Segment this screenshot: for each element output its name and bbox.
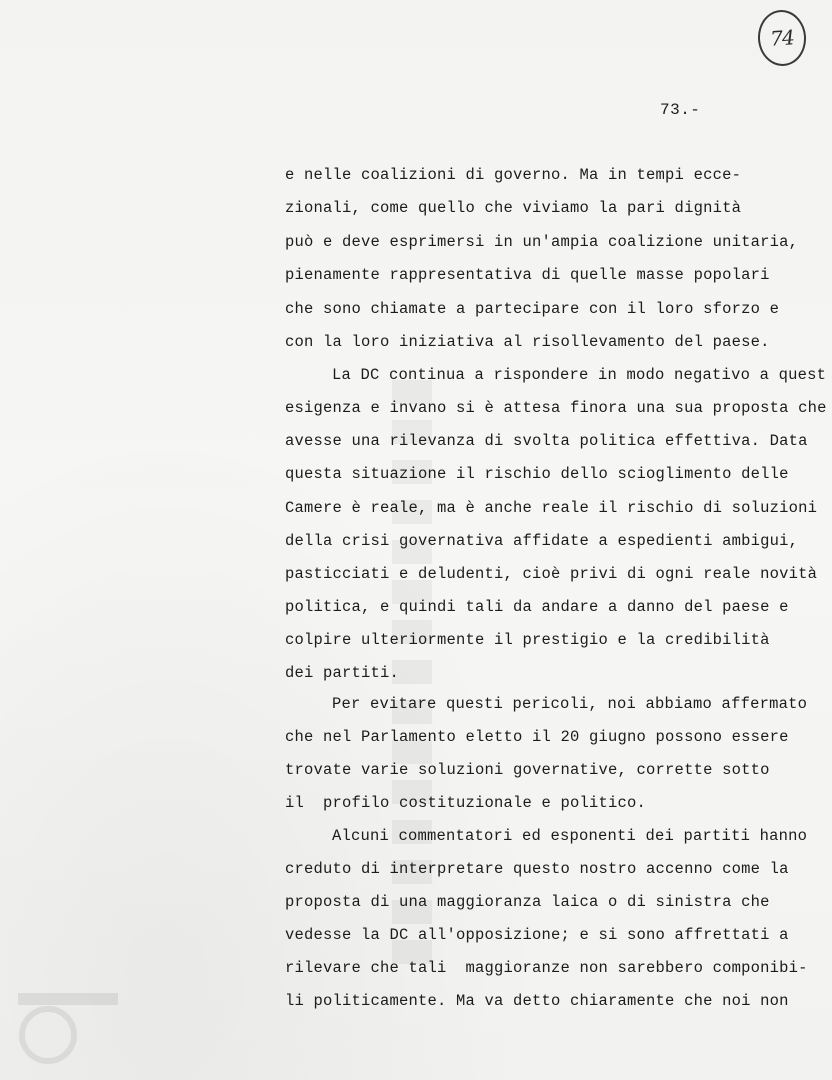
text-line: esigenza e invano si è attesa finora una sua proposta che	[285, 399, 827, 417]
text-line: trovate varie soluzioni governative, corrette sotto	[285, 761, 770, 779]
page-number: 73.-	[660, 101, 701, 119]
text-line: avesse una rilevanza di svolta politica effettiva. Data	[285, 432, 808, 450]
text-line: dei partiti.	[285, 664, 400, 682]
text-line: il profilo costituzionale e politico.	[285, 794, 647, 812]
text-line: pasticciati e deludenti, cioè privi di ogni reale novità	[285, 565, 818, 583]
text-line: proposta di una maggioranza laica o di sinistra che	[285, 893, 770, 911]
text-line: zionali, come quello che viviamo la pari dignità	[285, 199, 742, 217]
archive-folio-number: 74	[769, 25, 795, 51]
text-line: che nel Parlamento eletto il 20 giugno possono essere	[285, 728, 789, 746]
text-line: con la loro iniziativa al risollevamento del paese.	[285, 333, 770, 351]
text-line: Alcuni commentatori ed esponenti dei partiti hanno	[332, 827, 808, 845]
text-line: La DC continua a rispondere in modo negativo a quest	[332, 366, 827, 384]
text-line: può e deve esprimersi in un'ampia coalizione unitaria,	[285, 233, 799, 251]
text-line: vedesse la DC all'opposizione; e si sono affrettati a	[285, 926, 789, 944]
text-line: pienamente rappresentativa di quelle masse popolari	[285, 266, 770, 284]
text-line: e nelle coalizioni di governo. Ma in tempi ecce-	[285, 166, 742, 184]
text-line: questa situazione il rischio dello scioglimento delle	[285, 465, 789, 483]
text-line: rilevare che tali maggioranze non sarebbero componibi-	[285, 959, 808, 977]
text-line: li politicamente. Ma va detto chiaramente che noi non	[285, 992, 789, 1010]
text-line: politica, e quindi tali da andare a danno del paese e	[285, 598, 789, 616]
text-line: creduto di interpretare questo nostro accenno come la	[285, 860, 789, 878]
text-line: colpire ulteriormente il prestigio e la credibilità	[285, 631, 770, 649]
text-line: Per evitare questi pericoli, noi abbiamo affermato	[332, 695, 808, 713]
text-line: che sono chiamate a partecipare con il loro sforzo e	[285, 300, 780, 318]
text-line: della crisi governativa affidate a espedienti ambigui,	[285, 532, 799, 550]
text-line: Camere è reale, ma è anche reale il rischio di soluzioni	[285, 499, 818, 517]
